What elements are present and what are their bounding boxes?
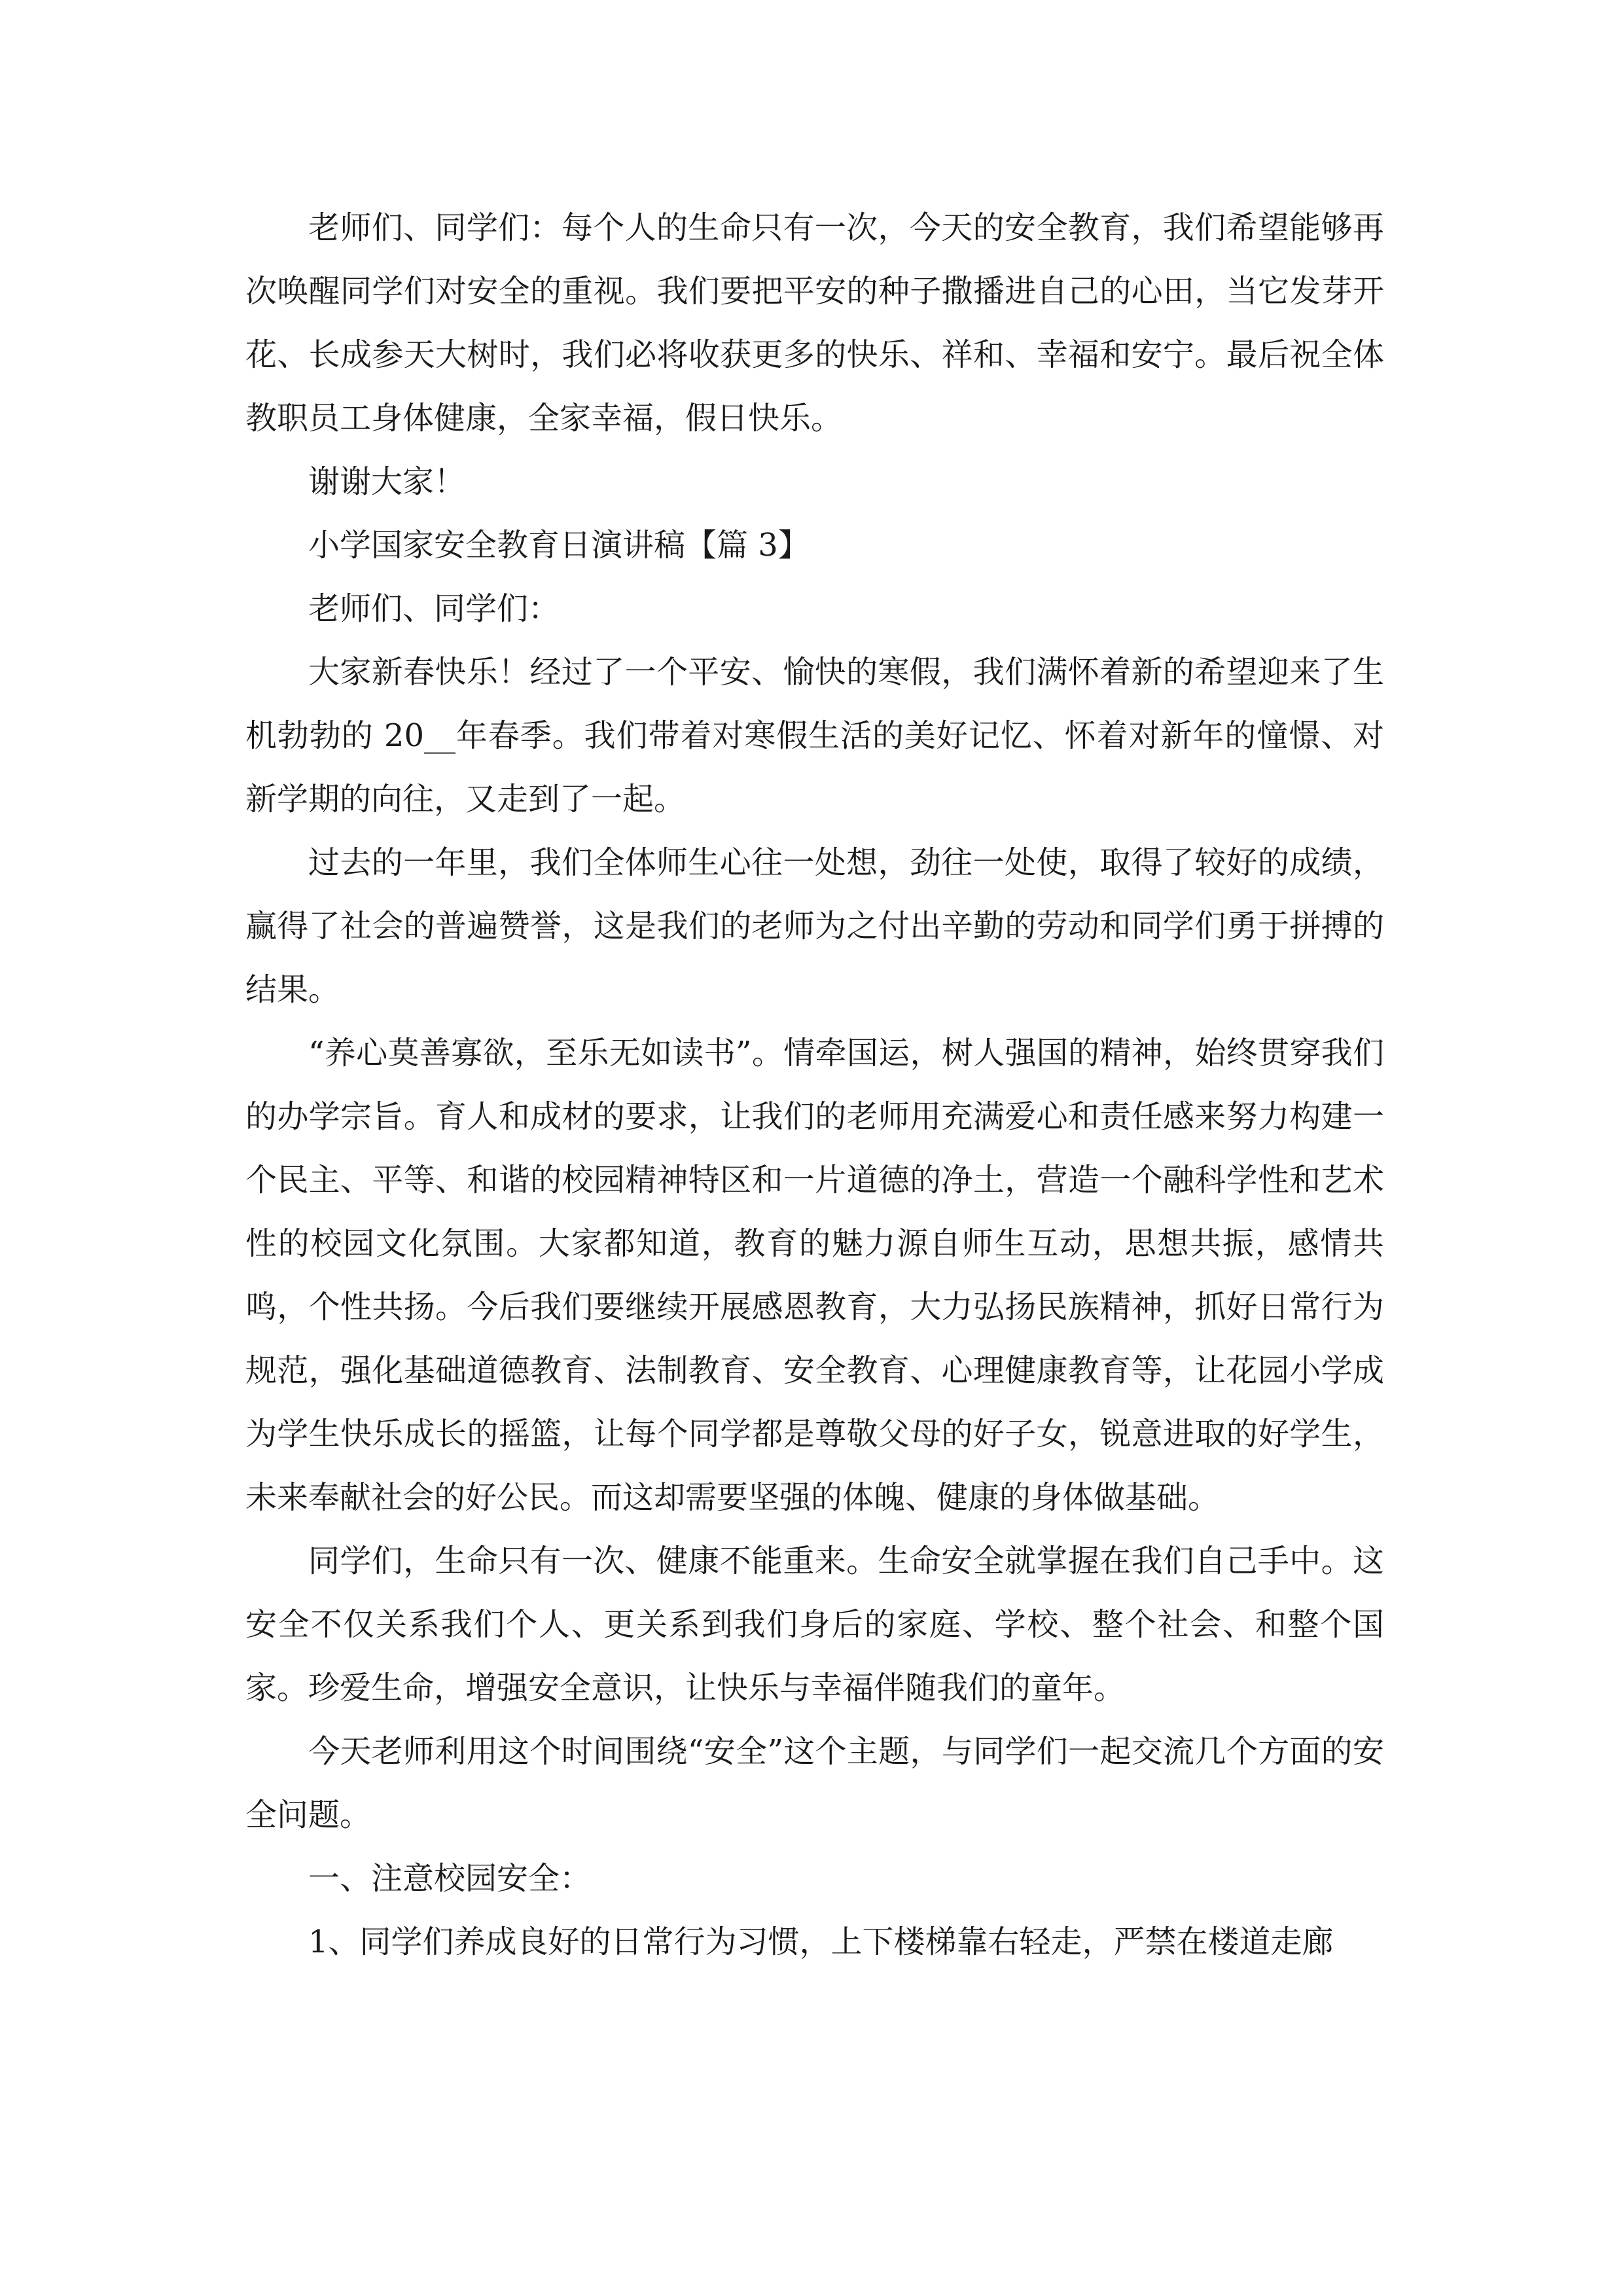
paragraph-past-year: 过去的一年里，我们全体师生心往一处想，劲往一处使，取得了较好的成绩，赢得了社会的普遍赞誉，这是我们的老师为之付出辛勤的劳动和同学们勇于拼搏的结果。: [245, 844, 1384, 1008]
paragraph-greeting: 老师们、同学们：: [308, 590, 560, 627]
paragraph-campus-safety-heading: 一、注意校园安全：: [308, 1860, 592, 1897]
paragraph-safety-topic: 今天老师利用这个时间围绕“安全”这个主题，与同学们一起交流几个方面的安全问题。: [245, 1733, 1384, 1833]
paragraph-new-year: 大家新春快乐！经过了一个平安、愉快的寒假，我们满怀着新的希望迎来了生机勃勃的 20__年春季。我们带着对寒假生活的美好记忆、怀着对新年的憧憬、对新学期的向往，又走到了一起。: [245, 654, 1384, 817]
paragraph-life-safety: 同学们，生命只有一次、健康不能重来。生命安全就掌握在我们自己手中。这安全不仅关系我们个人、更关系到我们身后的家庭、学校、整个社会、和整个国家。珍爱生命，增强安全意识，让快乐与幸福伴随我们的童年。: [245, 1543, 1384, 1706]
paragraph-thanks: 谢谢大家！: [308, 463, 466, 500]
section-heading-part-3: 小学国家安全教育日演讲稿【篇 3】: [308, 527, 810, 564]
paragraph-item-1: 1、同学们养成良好的日常行为习惯，上下楼梯靠右轻走，严禁在楼道走廊: [308, 1924, 1334, 1960]
paragraph-closing-remarks: 老师们、同学们：每个人的生命只有一次，今天的安全教育，我们希望能够再次唤醒同学们对安全的重视。我们要把平安的种子撒播进自己的心田，当它发芽开花、长成参天大树时，我们必将收获更多的快乐、祥和、幸福和安宁。最后祝全体教职员工身体健康，全家幸福，假日快乐。: [245, 209, 1384, 437]
document-body: [245, 196, 1384, 1974]
paragraph-school-mission: “养心莫善寡欲，至乐无如读书”。情牵国运，树人强国的精神，始终贯穿我们的办学宗旨。育人和成材的要求，让我们的老师用充满爱心和责任感来努力构建一个民主、平等、和谐的校园精神特区和一片道德的净土，营造一个融科学性和艺术性的校园文化氛围。大家都知道，教育的魅力源自师生互动，思想共振，感情共鸣，个性共扬。今后我们要继续开展感恩教育，大力弘扬民族精神，抓好日常行为规范，强化基础道德教育、法制教育、安全教育、心理健康教育等，让花园小学成为学生快乐成长的摇篮，让每个同学都是尊敬父母的好子女，锐意进取的好学生，未来奉献社会的好公民。而这却需要坚强的体魄、健康的身体做基础。: [245, 1035, 1384, 1516]
